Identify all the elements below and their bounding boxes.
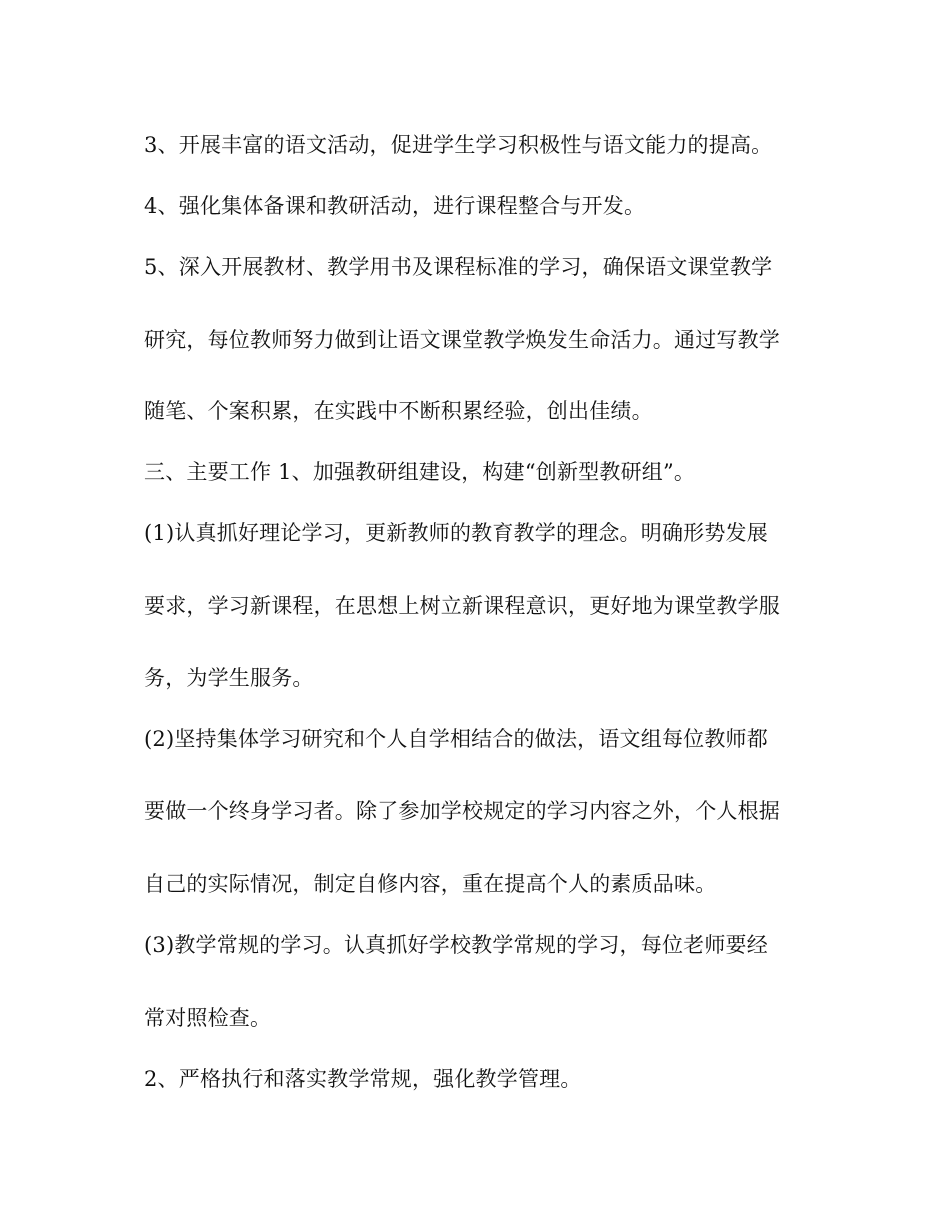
text-line: 随笔、个案积累，在实践中不断积累经验，创出佳绩。 [144,399,653,423]
text-line: 务，为学生服务。 [144,666,314,690]
text-line: 要求，学习新课程，在思想上树立新课程意识，更好地为课堂教学服 [144,594,780,618]
text-line: 常对照检查。 [144,1006,272,1030]
text-line: 要做一个终身学习者。除了参加学校规定的学习内容之外，个人根据 [144,799,780,823]
section-heading-line: 三、主要工作 1、加强教研组建设，构建“创新型教研组”。 [144,460,696,484]
text-line: 4、强化集体备课和教研活动，进行课程整合与开发。 [144,194,646,218]
text-line: 2、严格执行和落实教学常规，强化教学管理。 [144,1067,582,1091]
text-line: 3、开展丰富的语文活动，促进学生学习积极性与语文能力的提高。 [144,133,773,157]
text-line: 研究，每位教师努力做到让语文课堂教学焕发生命活力。通过写教学 [144,328,780,352]
text-line: (1)认真抓好理论学习，更新教师的教育教学的理念。明确形势发展 [144,521,768,545]
text-line: (2)坚持集体学习研究和个人自学相结合的做法，语文组每位教师都 [144,727,768,751]
text-line: 自己的实际情况，制定自修内容，重在提高个人的素质品味。 [144,872,717,896]
text-line: 5、深入开展教材、教学用书及课程标准的学习，确保语文课堂教学 [144,255,773,279]
text-line: (3)教学常规的学习。认真抓好学校教学常规的学习，每位老师要经 [144,933,768,957]
